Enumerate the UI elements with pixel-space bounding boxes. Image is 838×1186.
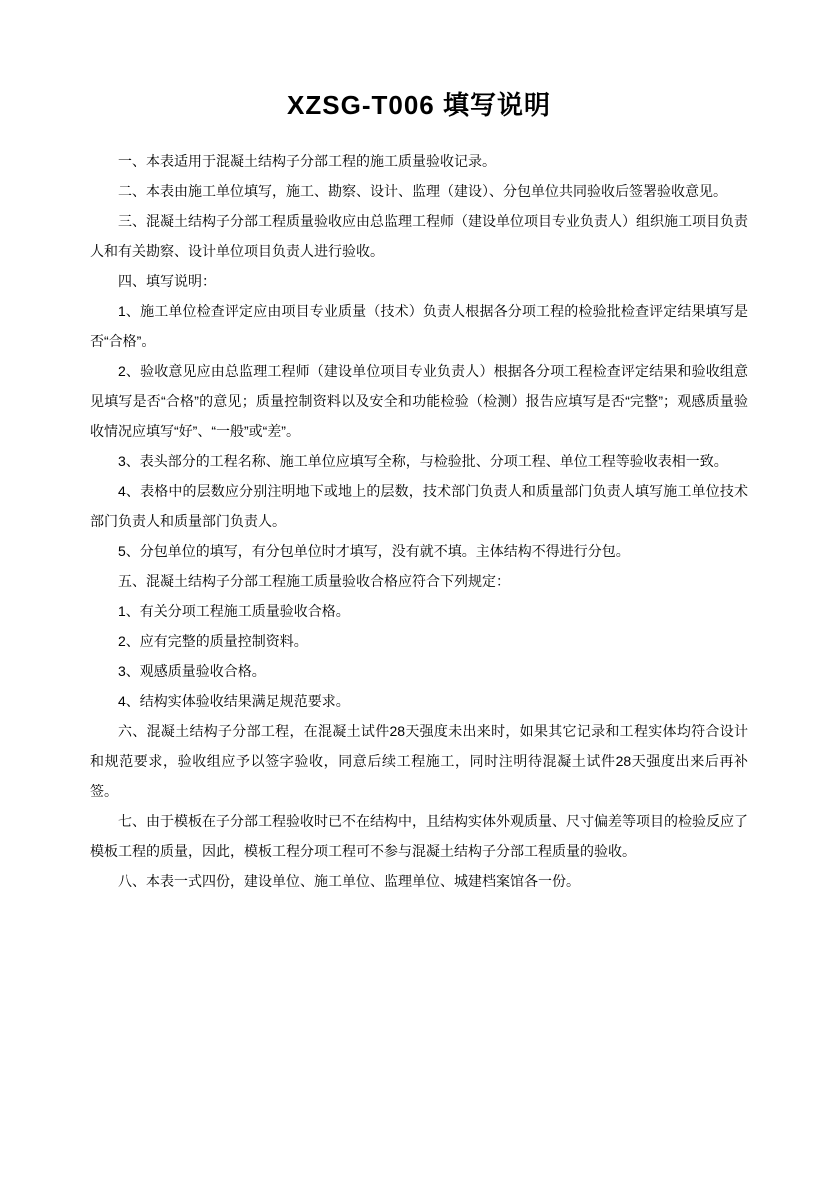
instruction-paragraph-4-item-2: 2、验收意见应由总监理工程师（建设单位项目专业负责人）根据各分项工程检查评定结果和验收组意见填写是否“合格”的意见；质量控制资料以及安全和功能检验（检测）报告应填写是否“完整”；观感质量验收情况应填写“好”、“一般”或“差”。 — [90, 363, 748, 439]
instruction-paragraph-1: 一、本表适用于混凝土结构子分部工程的施工质量验收记录。 — [118, 153, 496, 169]
instruction-paragraph-8: 八、本表一式四份，建设单位、施工单位、监理单位、城建档案馆各一份。 — [118, 873, 580, 889]
instruction-paragraph-5-item-4: 4、结构实体验收结果满足规范要求。 — [118, 693, 350, 709]
instruction-paragraph-4-item-4: 4、表格中的层数应分别注明地下或地上的层数，技术部门负责人和质量部门负责人填写施工单位技术部门负责人和质量部门负责人。 — [90, 483, 748, 529]
instruction-paragraph-2: 二、本表由施工单位填写，施工、勘察、设计、监理（建设）、分包单位共同验收后签署验收意见。 — [118, 183, 727, 199]
page-title: XZSG-T006 填写说明 — [287, 90, 551, 120]
instruction-paragraph-6: 六、混凝土结构子分部工程，在混凝土试件28天强度未出来时，如果其它记录和工程实体均符合设计和规范要求，验收组应予以签字验收，同意后续工程施工，同时注明待混凝土试件28天强度出来后再补签。 — [90, 723, 748, 799]
instruction-paragraph-4-item-1: 1、施工单位检查评定应由项目专业质量（技术）负责人根据各分项工程的检验批检查评定结果填写是否“合格”。 — [90, 303, 748, 349]
instruction-paragraph-5-item-1: 1、有关分项工程施工质量验收合格。 — [118, 603, 350, 619]
instruction-paragraph-4-item-5: 5、分包单位的填写，有分包单位时才填写，没有就不填。主体结构不得进行分包。 — [118, 543, 630, 559]
instruction-paragraph-5: 五、混凝土结构子分部工程施工质量验收合格应符合下列规定： — [118, 573, 510, 589]
instruction-paragraph-5-item-2: 2、应有完整的质量控制资料。 — [118, 633, 308, 649]
instruction-paragraph-5-item-3: 3、观感质量验收合格。 — [118, 663, 266, 679]
instruction-paragraph-3: 三、混凝土结构子分部工程质量验收应由总监理工程师（建设单位项目专业负责人）组织施工项目负责人和有关勘察、设计单位项目负责人进行验收。 — [90, 213, 748, 259]
document-body — [90, 146, 748, 896]
instruction-paragraph-7: 七、由于模板在子分部工程验收时已不在结构中，且结构实体外观质量、尺寸偏差等项目的检验反应了模板工程的质量，因此，模板工程分项工程可不参与混凝土结构子分部工程质量的验收。 — [90, 813, 748, 859]
instruction-paragraph-4-item-3: 3、表头部分的工程名称、施工单位应填写全称，与检验批、分项工程、单位工程等验收表相一致。 — [118, 453, 728, 469]
instruction-paragraph-4: 四、填写说明： — [118, 273, 216, 289]
